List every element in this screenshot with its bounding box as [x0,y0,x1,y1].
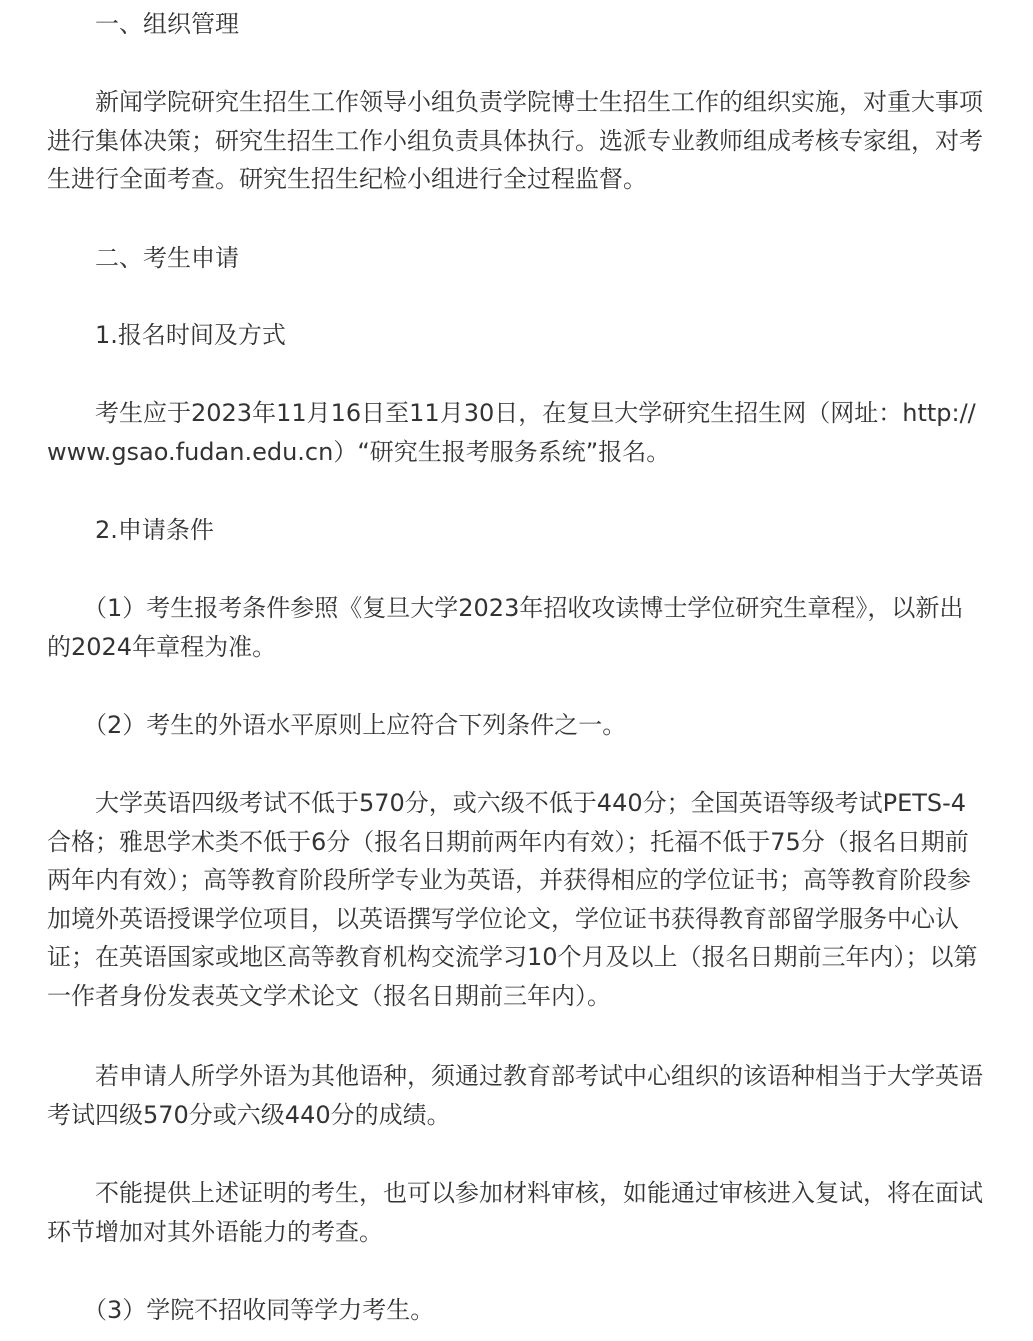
paragraph-registration: 考生应于2023年11月16日至11月30日，在复旦大学研究生招生网（网址：http://www.gsao.fudan.edu.cn）“研究生报考服务系统”报名。 [47,399,976,466]
paragraph-condition-3: （3）学院不招收同等学力考生。 [83,1296,435,1324]
paragraph-organization: 新闻学院研究生招生工作领导小组负责学院博士生招生工作的组织实施，对重大事项进行集体决策；研究生招生工作小组负责具体执行。选派专业教师组成考核专家组，对考生进行全面考查。研究生招生纪检小组进行全过程监督。 [47,88,983,193]
section-heading-application: 二、考生申请 [95,244,239,272]
paragraph-condition-2: （2）考生的外语水平原则上应符合下列条件之一。 [83,711,627,739]
subheading-conditions: 2.申请条件 [95,516,214,544]
section-heading-organization: 一、组织管理 [95,10,239,38]
paragraph-other-languages: 若申请人所学外语为其他语种，须通过教育部考试中心组织的该语种相当于大学英语考试四级570分或六级440分的成绩。 [47,1062,983,1129]
paragraph-condition-1: （1）考生报考条件参照《复旦大学2023年招收攻读博士学位研究生章程》，以新出的2024年章程为准。 [47,594,964,661]
paragraph-language-requirements: 大学英语四级考试不低于570分，或六级不低于440分；全国英语等级考试PETS-4合格；雅思学术类不低于6分（报名日期前两年内有效）；托福不低于75分（报名日期前两年内有效）；高等教育阶段所学专业为英语，并获得相应的学位证书；高等教育阶段参加境外英语授课学位项目，以英语撰写学位论文，学位证书获得教育部留学服务中心认证；在英语国家或地区高等教育机构交流学习10个月及以上（报名日期前三年内）；以第一作者身份发表英文学术论文（报名日期前三年内）。 [47,789,978,1010]
paragraph-no-certificate: 不能提供上述证明的考生，也可以参加材料审核，如能通过审核进入复试，将在面试环节增加对其外语能力的考查。 [47,1179,983,1246]
subheading-registration: 1.报名时间及方式 [95,321,286,349]
